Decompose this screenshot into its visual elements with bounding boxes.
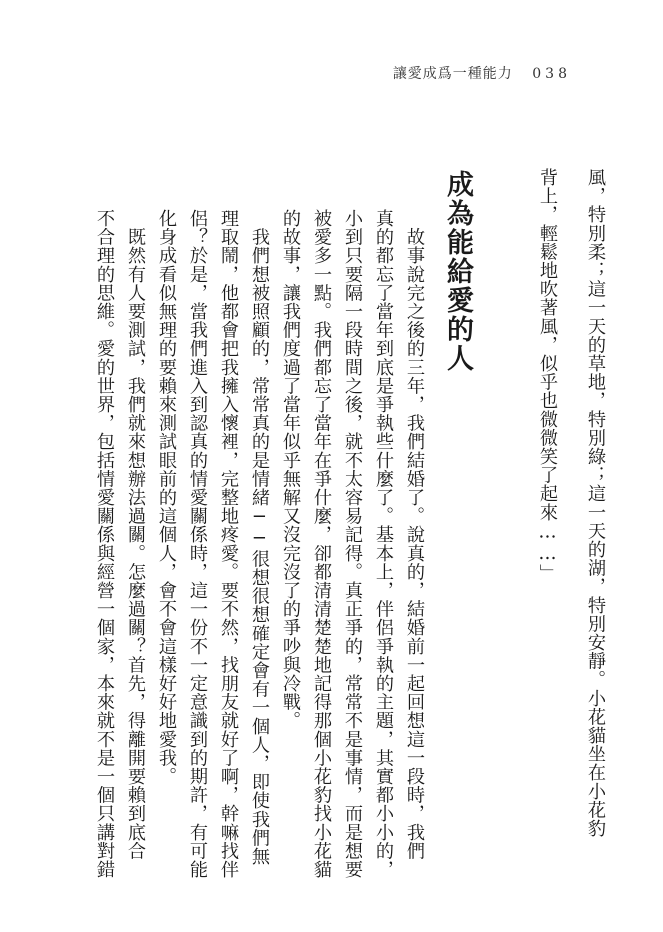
body-line: 我們想被照顧的，常常真的是情緒──很想很想確定會有一個人，即使我們無: [249, 209, 270, 866]
running-title: 讓愛成爲一種能力: [392, 66, 513, 82]
body-line: 小到只要隔一段時間之後，就不太容易記得。真正爭的，常常不是事情，而是想要: [342, 209, 363, 879]
body-line: 理取鬧，他都會把我擁入懷裡，完整地疼愛。要不然，找朋友就好了啊，幹嘛找伴: [218, 209, 239, 879]
body-line: 故事說完之後的三年，我們結婚了。說真的，結婚前一起回想這一段時，我們: [404, 209, 425, 860]
page-number: 038: [532, 66, 571, 82]
body-line: 的故事，讓我們度過了當年似乎無解又沒完沒了的爭吵與冷戰。: [280, 209, 301, 730]
body-line: 侶？於是，當我們進入到認真的情愛關係時，這一份不一定意識到的期許，有可能: [187, 209, 208, 879]
body-line: 既然有人要測試，我們就來想辦法過關。怎麼過關？首先，得離開要賴到底合: [125, 209, 146, 860]
section-title: 成為能給愛的人: [442, 170, 473, 373]
quote-line: 背上，輕鬆地吹著風，似乎也微微笑了起來……」: [537, 168, 558, 583]
running-header: [393, 63, 571, 83]
quote-line: 風，特別柔；這一天的草地，特別綠；這一天的湖，特別安靜。小花貓坐在小花豹: [585, 168, 606, 838]
body-line: 真的都忘了當年到底是爭執些什麼了。基本上，伴侶爭執的主題，其實都小小的，: [373, 209, 394, 879]
body-line: 不合理的思維。愛的世界，包括情愛關係與經營一個家，本來就不是一個只講對錯: [94, 209, 115, 879]
body-line: 化身成看似無理的要賴來測試眼前的這個人，會不會這樣好好地愛我。: [156, 209, 177, 786]
body-line: 被愛多一點。我們都忘了當年在爭什麼，卻都清清楚楚地記得那個小花豹找小花貓: [311, 209, 332, 879]
